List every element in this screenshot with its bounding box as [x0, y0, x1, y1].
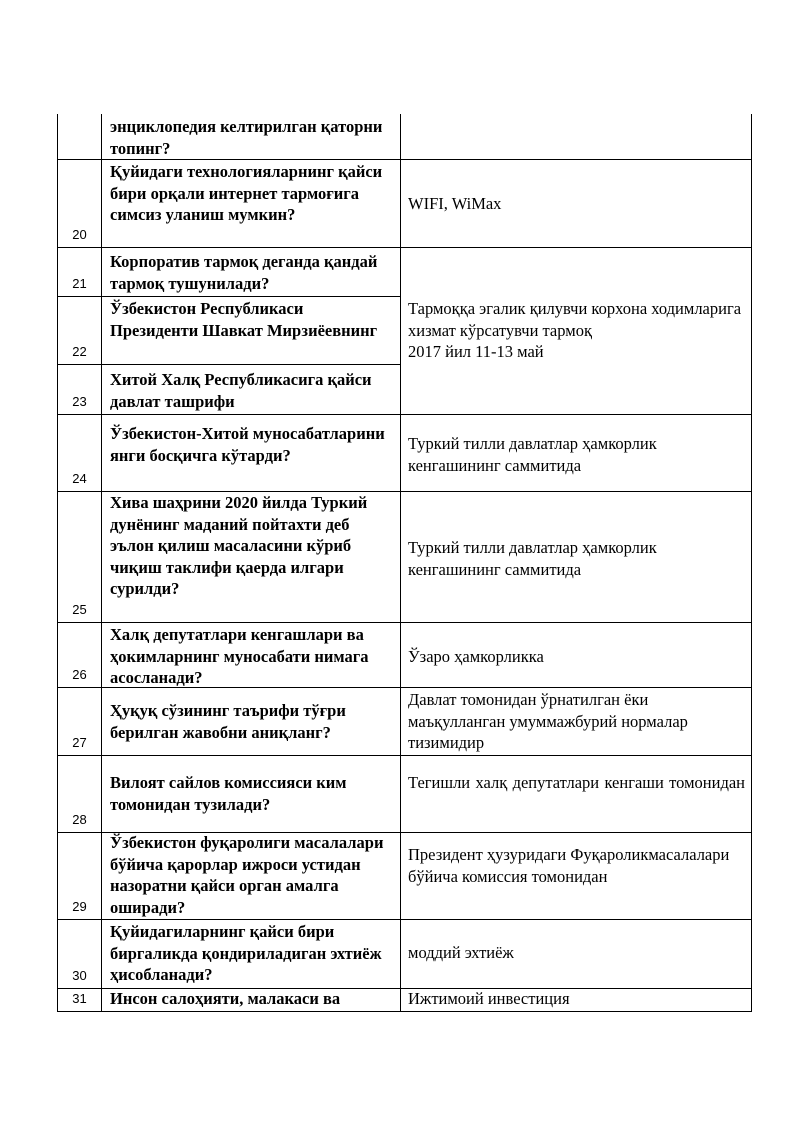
table-border-right [751, 114, 752, 1012]
question-text: Корпоратив тармоқ деганда қандай тармоқ тушунилади? [110, 252, 378, 293]
row-divider [57, 755, 752, 756]
row-number: 29 [72, 899, 87, 914]
row-number: 28 [72, 812, 87, 827]
question-text: Ўзбекистон-Хитой муносабатларини янги босқичга кўтарди? [110, 424, 385, 465]
question-text: Вилоят сайлов комиссияси ким томонидан тузилади? [110, 773, 347, 814]
question-text: Инсон салоҳияти, малакаси ва [110, 989, 341, 1008]
answer-text: Президент ҳузуридаги Фуқароликмасалалари бўйича комиссия томонидан [408, 845, 730, 886]
answer-text [401, 772, 751, 794]
row-divider [57, 159, 752, 160]
row-number: 21 [72, 276, 87, 291]
answer-text: Давлат томонидан ўрнатилган ёки маъқулланган умуммажбурий нормалар тизимидир [408, 690, 688, 752]
row-number: 27 [72, 735, 87, 750]
answer-text: Ўзаро ҳамкорликка [408, 647, 544, 666]
answer-line: Тармоққа эгалик қилувчи корхона ходимларига хизмат кўрсатувчи тармоқ [408, 299, 742, 340]
row-divider [57, 919, 752, 920]
question-text: энциклопедия келтирилган қаторни топинг? [110, 117, 383, 158]
question-text: Қуйидагиларнинг қайси бири биргаликда қондириладиган эхтиёж ҳисобланади? [110, 922, 382, 984]
question-text: Хитой Халқ Республикасига қайси давлат ташрифи [110, 370, 372, 411]
row-divider [57, 414, 752, 415]
row-divider [57, 622, 752, 623]
answer-text: WIFI, WiMax [408, 194, 502, 213]
row-number: 25 [72, 602, 87, 617]
answer-text: Туркий тилли давлатлар ҳамкорлик кенгашининг саммитида [408, 538, 657, 579]
row-number: 26 [72, 667, 87, 682]
table-border-bottom [57, 1011, 752, 1012]
row-number: 31 [72, 991, 87, 1006]
question-text: Ўзбекистон фуқаролиги масалалари бўйича қарорлар ижроси устидан назоратни қайси орган амалга оширади? [110, 833, 384, 917]
question-text: Ҳуқуқ сўзининг таърифи тўғри берилган жавобни аниқланг? [110, 701, 346, 742]
answer-text-content: Тегишли халқ депутатлари кенгаши томонидан [408, 773, 745, 792]
answer-text: Ижтимоий инвестиция [408, 989, 570, 1008]
row-divider-partial [57, 364, 401, 365]
question-text: Ўзбекистон Республикаси Президенти Шавкат Мирзиёевнинг [110, 299, 378, 340]
question-text: Хива шаҳрини 2020 йилда Туркий дунёнинг маданий пойтахти деб эълон қилиш масаласини кўриб чиқиш таклифи қаерда илгари сурилди? [110, 493, 368, 598]
answer-text [401, 298, 751, 363]
row-number: 22 [72, 344, 87, 359]
row-number: 24 [72, 471, 87, 486]
question-text: Халқ депутатлари кенгашлари ва ҳокимларнинг муносабати нимага асосланади? [110, 625, 369, 687]
answer-text: Туркий тилли давлатлар ҳамкорлик кенгашининг саммитида [408, 434, 657, 475]
row-divider-partial [57, 296, 401, 297]
question-text: Қуйидаги технологияларнинг қайси бири орқали интернет тармоғига симсиз уланиш мумкин? [110, 162, 383, 224]
row-number: 30 [72, 968, 87, 983]
row-divider [57, 247, 752, 248]
row-number [58, 114, 101, 159]
row-number: 20 [72, 227, 87, 242]
answer-line: 2017 йил 11-13 май [408, 342, 544, 361]
answer-text: моддий эхтиёж [408, 943, 514, 962]
row-number: 23 [72, 394, 87, 409]
